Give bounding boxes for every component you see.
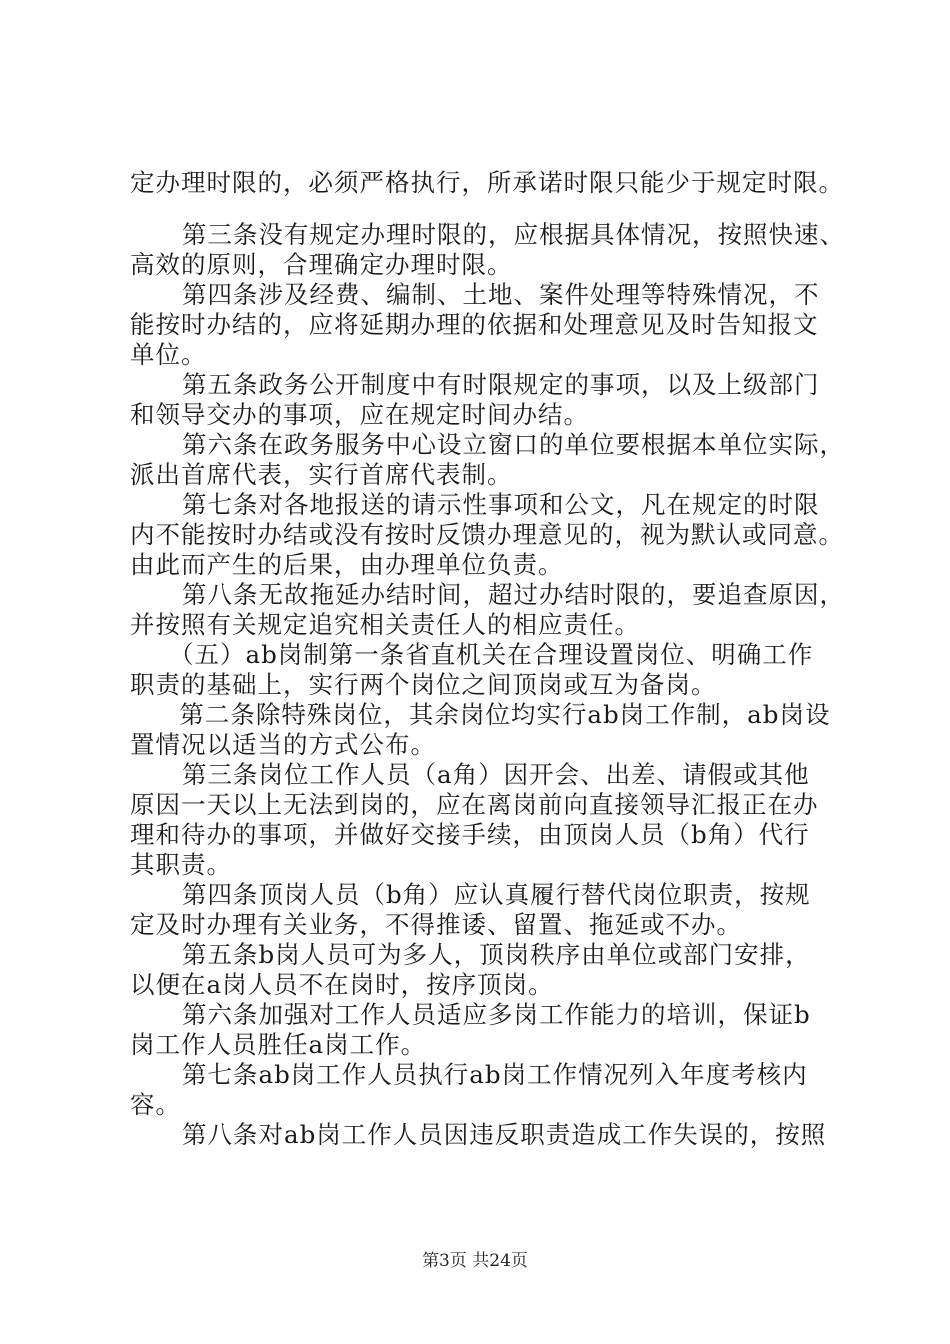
paragraph-gap [130,198,858,220]
text-line: 职责的基础上，实行两个岗位之间顶岗或互为备岗。 [130,670,717,699]
text-line: 容。 [130,1090,181,1119]
text-line: 第七条对各地报送的请示性事项和公文，凡在规定的时限 [182,490,820,519]
text-line: 岗工作人员胜任a岗工作。 [130,1030,427,1059]
text-line: 其职责。 [130,850,232,879]
text-line: 定办理时限的，必须严格执行，所承诺时限只能少于规定时限。 [130,168,844,197]
text-line: 第四条顶岗人员（b角）应认真履行替代岗位职责，按规 [182,880,811,909]
document-body [130,168,858,1150]
text-line: 第二条除特殊岗位，其余岗位均实行ab岗工作制，ab岗设 [179,700,831,729]
text-line: 第三条岗位工作人员（a角）因开会、出差、请假或其他 [182,760,810,789]
text-line: 第三条没有规定办理时限的，应根据具体情况，按照快速、 [182,220,845,249]
text-line: 第六条在政务服务中心设立窗口的单位要根据本单位实际， [182,430,845,459]
text-line: 第八条对ab岗工作人员因违反职责造成工作失误的，按照 [182,1120,827,1149]
text-line: 第八条无故拖延办结时间，超过办结时限的，要追查原因， [182,580,845,609]
text-line: 理和待办的事项，并做好交接手续，由顶岗人员（b角）代行 [130,820,810,849]
text-line: 原因一天以上无法到岗的，应在离岗前向直接领导汇报正在办 [130,790,819,819]
text-line: 第七条ab岗工作人员执行ab岗工作情况列入年度考核内 [182,1060,808,1089]
text-line: 第六条加强对工作人员适应多岗工作能力的培训，保证b [182,1000,811,1029]
text-line: 定及时办理有关业务，不得推诿、留置、拖延或不办。 [130,910,742,939]
text-line: 第四条涉及经费、编制、土地、案件处理等特殊情况，不 [182,280,820,309]
text-line: 由此而产生的后果，由办理单位负责。 [130,550,564,579]
text-line: 单位。 [130,340,207,369]
text-line: 以便在a岗人员不在岗时，按序顶岗。 [130,970,554,999]
text-line: 能按时办结的，应将延期办理的依据和处理意见及时告知报文 [130,310,819,339]
text-line: 和领导交办的事项，应在规定时间办结。 [130,400,589,429]
text-line: 并按照有关规定追究相关责任人的相应责任。 [130,610,640,639]
text-line: 内不能按时办结或没有按时反馈办理意见的，视为默认或同意。 [130,520,844,549]
page-footer: 第3页 共24页 [422,1251,528,1271]
text-line: （五）ab岗制第一条省直机关在合理设置岗位、明确工作 [169,640,814,669]
text-line: 高效的原则，合理确定办理时限。 [130,250,513,279]
text-line: 第五条b岗人员可为多人，顶岗秩序由单位或部门安排， [182,940,811,969]
text-line: 置情况以适当的方式公布。 [130,730,436,759]
text-line: 第五条政务公开制度中有时限规定的事项，以及上级部门 [182,370,820,399]
text-line: 派出首席代表，实行首席代表制。 [130,460,513,489]
